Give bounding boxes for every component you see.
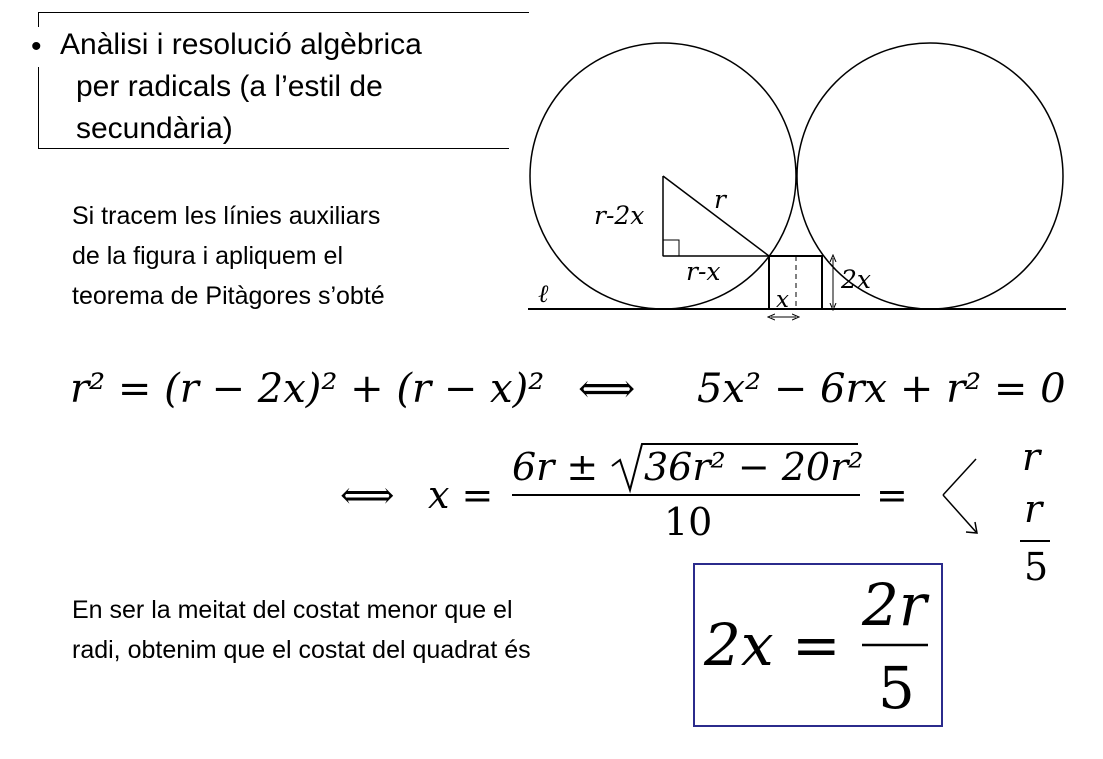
title-line-3: secundària) xyxy=(76,112,233,145)
branch-down-line xyxy=(943,495,976,532)
title-line-2: per radicals (a l’estil de xyxy=(76,70,383,103)
eq2-root2-num: r xyxy=(1024,487,1043,531)
answer-num: 2r xyxy=(862,571,927,639)
answer-den: 5 xyxy=(878,654,915,722)
eq2-radicand: 36r² − 20r² xyxy=(644,445,864,489)
label-r-minus-2x: r-2x xyxy=(594,201,645,230)
right-circle xyxy=(797,43,1063,309)
branch-up-line xyxy=(943,459,976,495)
answer-lhs: 2x = xyxy=(704,611,841,679)
eq2-x-eq: x = xyxy=(428,473,494,517)
label-line-l: ℓ xyxy=(538,279,549,308)
answer-equation xyxy=(703,571,930,722)
label-r-minus-x: r-x xyxy=(686,257,721,286)
eq2-equals: = xyxy=(876,473,908,517)
title-line-1: Anàlisi i resolució algèbrica xyxy=(60,28,422,61)
right-angle-mark xyxy=(663,240,679,256)
label-x: x xyxy=(776,287,789,313)
eq2-numerator-a: 6r ± xyxy=(512,445,599,489)
tangent-circles-figure xyxy=(528,43,1066,317)
equation-1 xyxy=(70,366,1066,412)
eq2-root1: r xyxy=(1022,435,1041,479)
aux-line-1: Si tracem les línies auxiliars xyxy=(72,202,381,230)
aux-line-3: teorema de Pitàgores s’obté xyxy=(72,282,385,310)
eq1-iff: ⟺ xyxy=(578,366,636,412)
conclusion-line-2: radi, obtenim que el costat del quadrat és xyxy=(72,636,531,664)
conclusion-line-1: En ser la meitat del costat menor que el xyxy=(72,596,513,624)
bullet: • xyxy=(31,27,42,67)
aux-line-2: de la figura i apliquem el xyxy=(72,242,343,270)
label-2x: 2x xyxy=(841,265,872,294)
eq1-right: 5x² − 6rx + r² = 0 xyxy=(697,366,1066,412)
label-r: r xyxy=(714,185,726,214)
eq2-root2-den: 5 xyxy=(1024,545,1049,589)
eq2-iff: ⟺ xyxy=(340,473,395,517)
eq1-left: r² = (r − 2x)² + (r − x)² xyxy=(70,366,545,412)
equation-2 xyxy=(340,435,1050,589)
eq2-denominator: 10 xyxy=(664,500,713,544)
